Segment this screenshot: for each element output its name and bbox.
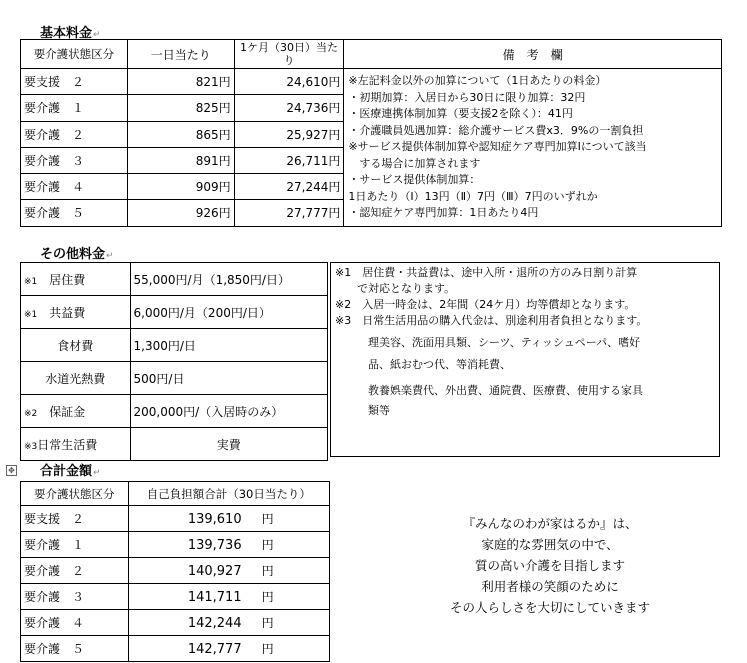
monthly-cell: 26,711円 <box>234 147 344 173</box>
other-fee-value: 1,300円/日 <box>130 329 327 362</box>
other-fee-notes <box>330 262 720 457</box>
header-daily: 一日当たり <box>127 40 234 69</box>
header-monthly: 1ケ月（30日）当たり <box>234 40 344 69</box>
daily-cell: 825円 <box>127 95 234 121</box>
level-cell: 要介護 ３ <box>21 584 129 610</box>
notes-line: ※1 居住費・共益費は、途中入所・退所の方のみ日割り計算 <box>335 266 638 279</box>
header-remarks: 備 考 欄 <box>344 40 722 69</box>
message-line: 『みんなのわが家はるか』は、 <box>462 516 638 531</box>
level-cell: 要介護 １ <box>21 95 128 121</box>
message-line: その人らしさを大切にしていきます <box>449 600 650 615</box>
remarks-line: ・認知症ケア専門加算：1日あたり4円 <box>348 206 539 219</box>
other-fee-value: 実費 <box>130 428 327 461</box>
monthly-cell: 24,610円 <box>234 69 344 95</box>
other-fee-value: 55,000円/月（1,850円/日） <box>130 263 327 296</box>
remarks-line: ・介護職員処遇加算：総介護サービス費x3．9%の一割負担 <box>348 123 644 137</box>
total-cell: 142,244 円 <box>128 610 329 636</box>
header-total: 自己負担額合計（30日当たり） <box>128 482 329 506</box>
level-cell: 要介護 ２ <box>21 558 129 584</box>
daily-cell: 926円 <box>127 200 234 226</box>
total-cell: 140,927 円 <box>128 558 329 584</box>
notes-line: で対応となります。 <box>335 282 456 295</box>
other-fee-table <box>20 262 328 461</box>
total-cell: 139,736 円 <box>128 532 329 558</box>
level-cell: 要介護 ５ <box>21 636 129 662</box>
header-care-level: 要介護状態区分 <box>21 482 129 506</box>
remarks-line: ・サービス提供体制加算： <box>348 173 481 186</box>
remarks-line: ・医療連携体制加算（要支援2を除く）：41円 <box>348 107 573 120</box>
level-cell: 要介護 ２ <box>21 121 128 147</box>
remarks-line: する場合に加算されます <box>348 156 481 170</box>
notes-line: 理美容、洗面用具類、シーツ、ティッシュペーパ、嗜好 <box>335 336 641 349</box>
daily-cell: 865円 <box>127 121 234 147</box>
notes-line: ※3 日常生活用品の購入代金は、別途利用者負担となります。 <box>335 314 648 327</box>
message-line: 質の高い介護を目指します <box>474 558 625 573</box>
daily-cell: 821円 <box>127 69 234 95</box>
level-cell: 要介護 ３ <box>21 147 128 173</box>
notes-line: 類等 <box>335 404 390 417</box>
daily-cell: 909円 <box>127 174 234 200</box>
notes-line: 品、紙おむつ代、等消耗費、 <box>335 358 511 371</box>
other-fee-label: 食材費 <box>21 329 131 362</box>
total-heading: 合計金額↵ <box>40 464 101 479</box>
remarks-line: ※サービス提供体制加算や認知症ケア専門加算Ⅰについて該当 <box>348 140 647 153</box>
total-cell: 141,711 円 <box>128 584 329 610</box>
other-fee-label: ※1 居住費 <box>21 263 131 296</box>
message-line: 利用者様の笑顔のために <box>481 579 619 594</box>
other-fee-value: 200,000円/（入居時のみ） <box>130 395 327 428</box>
other-fee-label: 水道光熱費 <box>21 362 131 395</box>
basic-fee-heading: 基本料金↵ <box>40 26 101 41</box>
other-fee-heading: その他料金↵ <box>40 247 114 262</box>
level-cell: 要支援 ２ <box>21 69 128 95</box>
level-cell: 要介護 ４ <box>21 610 129 636</box>
level-cell: 要支援 ２ <box>21 506 129 532</box>
other-fee-value: 500円/日 <box>130 362 327 395</box>
remarks-line: 1日あたり（Ⅰ）13円（Ⅱ）7円（Ⅲ）7円のいずれか <box>348 189 598 203</box>
remarks-cell <box>344 69 722 227</box>
other-fee-label: ※2 保証金 <box>21 395 131 428</box>
total-table <box>20 481 330 662</box>
other-fee-label: ※3日常生活費 <box>21 428 131 461</box>
daily-cell: 891円 <box>127 147 234 173</box>
total-cell: 142,777 円 <box>128 636 329 662</box>
level-cell: 要介護 ５ <box>21 200 128 226</box>
monthly-cell: 25,927円 <box>234 121 344 147</box>
level-cell: 要介護 ４ <box>21 174 128 200</box>
monthly-cell: 27,777円 <box>234 200 344 226</box>
monthly-cell: 27,244円 <box>234 174 344 200</box>
facility-message <box>400 513 700 618</box>
table-move-handle-icon[interactable]: ✥ <box>6 465 17 476</box>
other-fee-value: 6,000円/月（200円/日） <box>130 296 327 329</box>
other-fee-label: ※1 共益費 <box>21 296 131 329</box>
remarks-line: ・初期加算：入居日から30日に限り加算：32円 <box>348 90 586 104</box>
monthly-cell: 24,736円 <box>234 95 344 121</box>
header-care-level: 要介護状態区分 <box>21 40 128 69</box>
total-cell: 139,610 円 <box>128 506 329 532</box>
basic-fee-table <box>20 39 722 227</box>
remarks-line: ※左記料金以外の加算について（1日あたりの料金） <box>348 74 607 87</box>
notes-line: 教養娯楽費代、外出費、通院費、医療費、使用する家具 <box>335 384 643 397</box>
notes-line: ※2 入居一時金は、2年間（24ケ月）均等償却となります。 <box>335 298 636 311</box>
level-cell: 要介護 １ <box>21 532 129 558</box>
message-line: 家庭的な雰囲気の中で、 <box>481 537 619 552</box>
